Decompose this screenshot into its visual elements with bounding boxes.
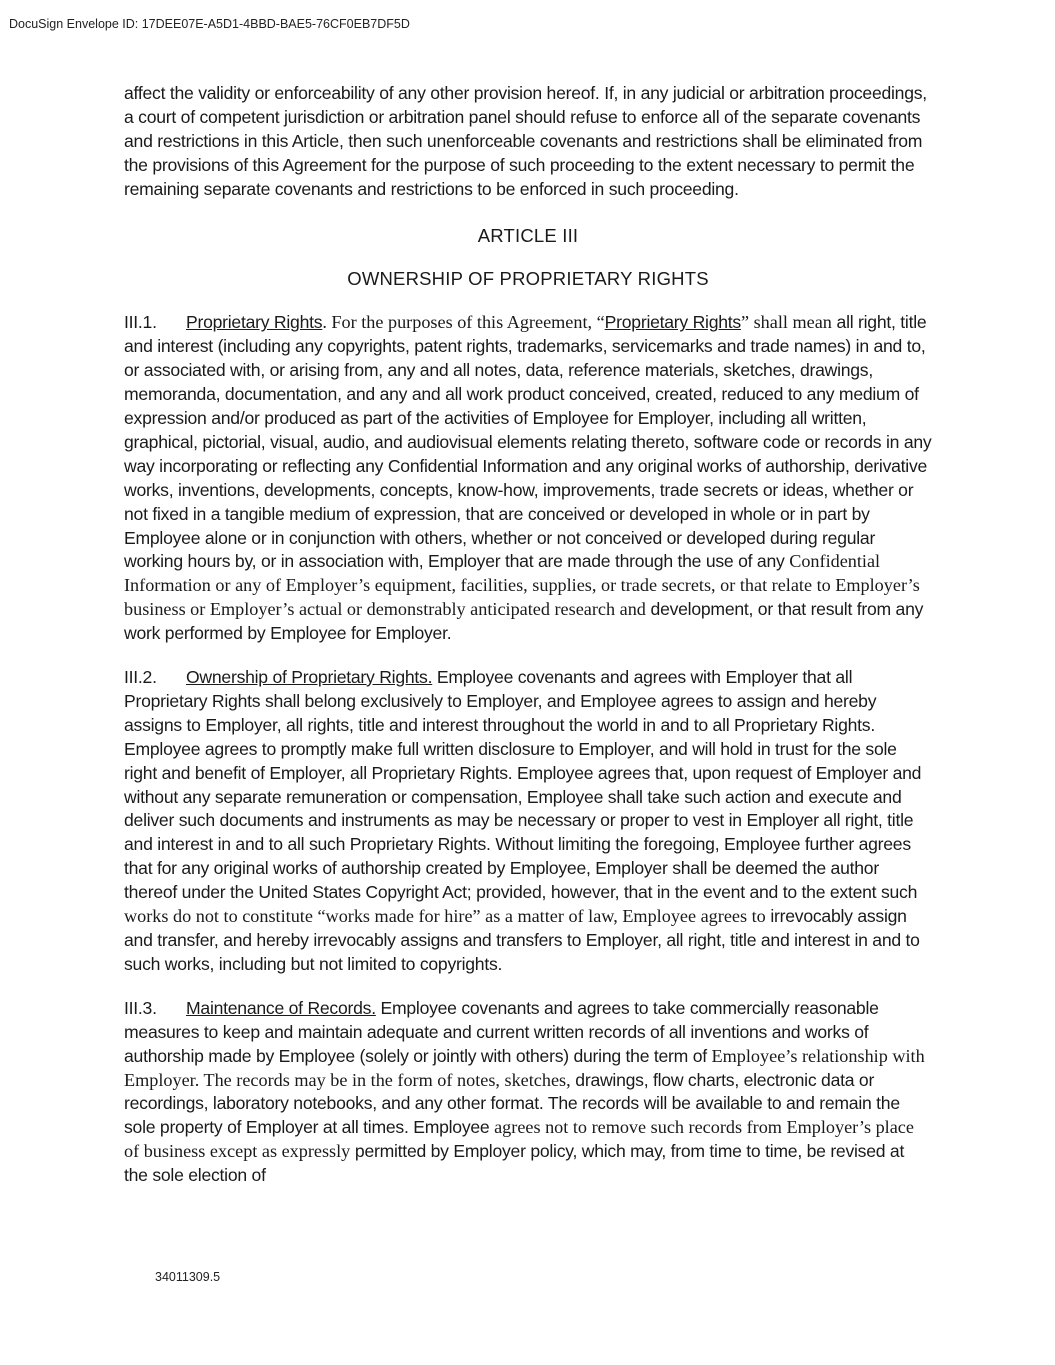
defined-term: Proprietary Rights xyxy=(604,312,741,333)
section-number: III.3. xyxy=(124,997,157,1018)
docusign-envelope-id: DocuSign Envelope ID: 17DEE07E-A5D1-4BBD-BAE5-76CF0EB7DF5D xyxy=(9,17,410,31)
article-title: OWNERSHIP OF PROPRIETARY RIGHTS xyxy=(347,268,709,290)
section-body-mid: drawings, flow charts, electronic data or recordings, laboratory notebooks, and any other format. The records will be available to and remain the sole property of Employer at all times. Employee xyxy=(124,1069,900,1138)
section-title: Proprietary Rights xyxy=(186,312,323,333)
section-body-end: irrevocably assign and transfer, and hereby irrevocably assigns and transfers to Employer, all right, title and interest in and to such works, including but not limited to copyrights. xyxy=(124,906,920,974)
document-body xyxy=(124,82,932,1188)
section-body-serif: Employee’s relationship with Employer. The records may be in the form of notes, sketches, xyxy=(124,1045,925,1090)
section-body-serif: works do not to constitute “works made for hire” as a matter of law, Employee agrees to xyxy=(124,906,766,927)
section-title: Maintenance of Records. xyxy=(186,997,376,1018)
footer-document-number: 34011309.5 xyxy=(155,1270,221,1284)
section-maintenance-of-records xyxy=(124,997,932,1188)
close-quote: ” shall mean xyxy=(740,312,832,333)
article-heading: ARTICLE III xyxy=(477,224,579,246)
section-ownership-of-proprietary-rights xyxy=(124,666,932,977)
section-proprietary-rights xyxy=(124,311,932,646)
section-body: all right, title and interest (including any copyrights, patent rights, trademarks, servicemarks and trade names) in and to, or associated with, or arising from, any and all notes, data, reference materials, sketches, drawings, memoranda, documentation, and any and all work product conceived, created, reduced to any medium of expression and/or produced as part of the activities of Employee for Employer, including all written, graphical, pictorial, visual, audio, and audiovisual elements relating thereto, software code or records in any way incorporating or reflecting any Confidential Information and any original works of authorship, derivative works, inventions, developments, concepts, know-how, improvements, trade secrets or ideas, whether or not fixed in a tangible medium of expression, that are conceived or developed in whole or in part by Employee alone or in conjunction with others, whether or not conceived or developed during regular working hours by, or in association with, Employer that are made through the use of any xyxy=(124,312,932,572)
intro-paragraph: affect the validity or enforceability of any other provision hereof. If, in any judicial or arbitration proceedings, a court of competent jurisdiction or arbitration panel should refuse to enforce all of the separate covenants and restrictions in this Article, then such unenforceable covenants and restrictions shall be eliminated from the provisions of this Agreement for the purpose of such proceeding to the extent necessary to permit the remaining separate covenants and restrictions to be enforced in such proceeding. xyxy=(124,83,927,199)
section-lead: . For the purposes of this Agreement, “ xyxy=(322,312,605,333)
section-body-end: permitted by Employer policy, which may, from time to time, be revised at the sole election of xyxy=(124,1141,905,1186)
section-number: III.1. xyxy=(124,312,157,333)
section-body-serif-2: agrees not to remove such records from Employer’s place of business except as expressly xyxy=(124,1117,914,1162)
section-title: Ownership of Proprietary Rights. xyxy=(186,667,433,688)
section-number: III.2. xyxy=(124,667,157,688)
section-body-serif: Confidential Information or any of Employer’s equipment, facilities, supplies, or trade secrets, or that relate to Employer’s business or Employer’s actual or demonstrably anticipated research and xyxy=(124,551,920,620)
section-body-end: development, or that result from any work performed by Employee for Employer. xyxy=(124,599,924,644)
section-body: Employee covenants and agrees with Employer that all Proprietary Rights shall belong exclusively to Employer, and Employee agrees to assign and hereby assigns to Employer, all rights, title and interest throughout the world in and to all Proprietary Rights. Employee agrees to promptly make full written disclosure to Employer, and will hold in trust for the sole right and benefit of Employer, all Proprietary Rights. Employee agrees that, upon request of Employer and without any separate remuneration or compensation, Employee shall take such action and execute and deliver such documents and instruments as may be necessary or proper to vest in Employer all right, title and interest in and to all such Proprietary Rights. Without limiting the foregoing, Employee further agrees that for any original works of authorship created by Employee, Employer shall be deemed the author thereof under the United States Copyright Act; provided, however, that in the event and to the extent such xyxy=(124,667,922,903)
section-body: Employee covenants and agrees to take commercially reasonable measures to keep and maintain adequate and current written records of all inventions and works of authorship made by Employee (solely or jointly with others) during the term of xyxy=(124,997,879,1066)
